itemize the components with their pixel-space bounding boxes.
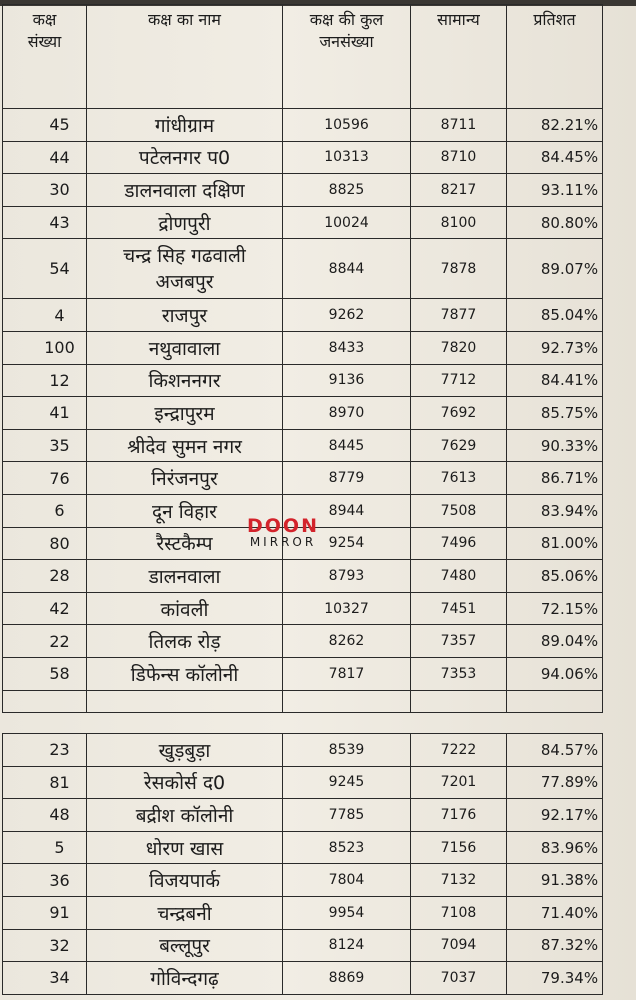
table-row: [3, 799, 603, 832]
table-row: [3, 896, 603, 929]
percentage-cell: 83.96%: [507, 831, 603, 864]
total-population-cell: 9136: [283, 364, 411, 397]
ward-name-cell: किशननगर: [87, 364, 283, 397]
table-row: [3, 206, 603, 239]
ward-name-cell: इन्द्रापुरम: [87, 397, 283, 430]
table-row: [3, 141, 603, 174]
total-population-cell: 7817: [283, 657, 411, 690]
general-count-cell: 7820: [411, 331, 507, 364]
ward-name-cell: विजयपार्क: [87, 864, 283, 897]
header-general: सामान्य: [411, 5, 507, 109]
total-population-cell: 9954: [283, 896, 411, 929]
ward-number-cell: 36: [3, 864, 87, 897]
ward-name-cell: रेसकोर्स द0: [87, 766, 283, 799]
blank-cell: [411, 690, 507, 712]
ward-name-line2: अजबपुर: [155, 270, 214, 293]
percentage-cell: 82.21%: [507, 109, 603, 142]
total-population-cell: 10313: [283, 141, 411, 174]
ward-name-cell: चन्द्रबनी: [87, 896, 283, 929]
table-row: [3, 429, 603, 462]
ward-number-cell: 23: [3, 734, 87, 767]
header-ward-number-line2: संख्या: [27, 32, 62, 51]
ward-number-cell: 42: [3, 592, 87, 625]
general-count-cell: 8100: [411, 206, 507, 239]
percentage-cell: 86.71%: [507, 462, 603, 495]
ward-name-cell: राजपुर: [87, 299, 283, 332]
blank-cell: [3, 690, 87, 712]
total-population-cell: 8869: [283, 962, 411, 995]
general-count-cell: 7156: [411, 831, 507, 864]
percentage-cell: 94.06%: [507, 657, 603, 690]
ward-name-cell: नथुवावाला: [87, 331, 283, 364]
total-population-cell: 8793: [283, 560, 411, 593]
percentage-cell: 81.00%: [507, 527, 603, 560]
percentage-cell: 84.41%: [507, 364, 603, 397]
general-count-cell: 7712: [411, 364, 507, 397]
total-population-cell: 9262: [283, 299, 411, 332]
table-row: [3, 625, 603, 658]
percentage-cell: 84.57%: [507, 734, 603, 767]
percentage-cell: 89.07%: [507, 239, 603, 299]
ward-number-cell: 48: [3, 799, 87, 832]
total-population-cell: 8523: [283, 831, 411, 864]
percentage-cell: 90.33%: [507, 429, 603, 462]
table-row: [3, 174, 603, 207]
percentage-cell: 85.04%: [507, 299, 603, 332]
ward-number-cell: 32: [3, 929, 87, 962]
table-row: [3, 299, 603, 332]
blank-cell: [87, 690, 283, 712]
ward-name-cell: श्रीदेव सुमन नगर: [87, 429, 283, 462]
ward-name-cell: पटेलनगर प0: [87, 141, 283, 174]
general-count-cell: 7613: [411, 462, 507, 495]
ward-number-cell: 30: [3, 174, 87, 207]
general-count-cell: 7176: [411, 799, 507, 832]
ward-number-cell: 12: [3, 364, 87, 397]
total-population-cell: 8262: [283, 625, 411, 658]
blank-gap-row: [3, 690, 603, 712]
total-population-cell: 8825: [283, 174, 411, 207]
table-row: [3, 734, 603, 767]
blank-cell: [283, 690, 411, 712]
total-population-cell: 10024: [283, 206, 411, 239]
table-row: [3, 592, 603, 625]
general-count-cell: 7108: [411, 896, 507, 929]
general-count-cell: 7357: [411, 625, 507, 658]
general-count-cell: 7094: [411, 929, 507, 962]
total-population-cell: 8445: [283, 429, 411, 462]
header-ward-name: कक्ष का नाम: [87, 5, 283, 109]
ward-number-cell: 58: [3, 657, 87, 690]
table-row: [3, 331, 603, 364]
general-count-cell: 8217: [411, 174, 507, 207]
blank-cell: [507, 690, 603, 712]
total-population-cell: 8779: [283, 462, 411, 495]
header-ward-number-line1: कक्ष: [32, 10, 57, 29]
general-count-cell: 7508: [411, 494, 507, 527]
total-population-cell: 10596: [283, 109, 411, 142]
general-count-cell: 7353: [411, 657, 507, 690]
table-row: [3, 766, 603, 799]
table-row: [3, 109, 603, 142]
percentage-cell: 92.17%: [507, 799, 603, 832]
ward-name-cell: निरंजनपुर: [87, 462, 283, 495]
general-count-cell: 7037: [411, 962, 507, 995]
ward-table-upper: [2, 4, 603, 713]
percentage-cell: 80.80%: [507, 206, 603, 239]
table-row: [3, 929, 603, 962]
ward-number-cell: 22: [3, 625, 87, 658]
general-count-cell: 7132: [411, 864, 507, 897]
total-population-cell: 8970: [283, 397, 411, 430]
header-ward-number: [3, 5, 87, 109]
ward-number-cell: 80: [3, 527, 87, 560]
percentage-cell: 93.11%: [507, 174, 603, 207]
total-population-cell: 9254: [283, 527, 411, 560]
header-total-population-line1: कक्ष की कुल: [309, 10, 384, 29]
header-total-population-line2: जनसंख्या: [319, 32, 374, 51]
ward-name-cell: बद्रीश कॉलोनी: [87, 799, 283, 832]
total-population-cell: 10327: [283, 592, 411, 625]
ward-number-cell: 100: [3, 331, 87, 364]
general-count-cell: 7222: [411, 734, 507, 767]
ward-number-cell: 41: [3, 397, 87, 430]
table-row: [3, 657, 603, 690]
general-count-cell: 7451: [411, 592, 507, 625]
total-population-cell: 9245: [283, 766, 411, 799]
ward-number-cell: 6: [3, 494, 87, 527]
ward-name-cell: [87, 239, 283, 299]
general-count-cell: 7629: [411, 429, 507, 462]
percentage-cell: 83.94%: [507, 494, 603, 527]
ward-name-cell: खुड़बुड़ा: [87, 734, 283, 767]
ward-name-cell: डिफेन्स कॉलोनी: [87, 657, 283, 690]
ward-number-cell: 45: [3, 109, 87, 142]
ward-number-cell: 44: [3, 141, 87, 174]
general-count-cell: 7496: [411, 527, 507, 560]
percentage-cell: 71.40%: [507, 896, 603, 929]
ward-name-cell: द्रोणपुरी: [87, 206, 283, 239]
header-total-population: [283, 5, 411, 109]
total-population-cell: 7804: [283, 864, 411, 897]
table-row: [3, 364, 603, 397]
ward-name-cell: रैस्टकैम्प: [87, 527, 283, 560]
percentage-cell: 77.89%: [507, 766, 603, 799]
table-row: [3, 239, 603, 299]
ward-number-cell: 34: [3, 962, 87, 995]
ward-name-line1: चन्द्र सिह गढवाली: [123, 244, 246, 267]
ward-name-cell: दून विहार: [87, 494, 283, 527]
ward-name-cell: डालनवाला: [87, 560, 283, 593]
table-row: [3, 462, 603, 495]
percentage-cell: 79.34%: [507, 962, 603, 995]
ward-name-cell: बल्लूपुर: [87, 929, 283, 962]
percentage-cell: 85.06%: [507, 560, 603, 593]
percentage-cell: 84.45%: [507, 141, 603, 174]
ward-number-cell: 81: [3, 766, 87, 799]
percentage-cell: 87.32%: [507, 929, 603, 962]
ward-number-cell: 4: [3, 299, 87, 332]
total-population-cell: 7785: [283, 799, 411, 832]
table-row: [3, 962, 603, 995]
ward-number-cell: 91: [3, 896, 87, 929]
percentage-cell: 85.75%: [507, 397, 603, 430]
ward-number-cell: 28: [3, 560, 87, 593]
ward-number-cell: 5: [3, 831, 87, 864]
general-count-cell: 7480: [411, 560, 507, 593]
ward-name-cell: गांधीग्राम: [87, 109, 283, 142]
general-count-cell: 7201: [411, 766, 507, 799]
general-count-cell: 8710: [411, 141, 507, 174]
watermark-bottom-text: MIRROR: [249, 535, 317, 549]
ward-name-cell: डालनवाला दक्षिण: [87, 174, 283, 207]
table-row: [3, 560, 603, 593]
ward-name-cell: गोविन्दगढ़: [87, 962, 283, 995]
general-count-cell: 7877: [411, 299, 507, 332]
watermark-top-text: DOON: [247, 515, 319, 537]
total-population-cell: 8539: [283, 734, 411, 767]
ward-number-cell: 35: [3, 429, 87, 462]
total-population-cell: 8433: [283, 331, 411, 364]
total-population-cell: 8944: [283, 494, 411, 527]
ward-name-cell: तिलक रोड़: [87, 625, 283, 658]
ward-number-cell: 54: [3, 239, 87, 299]
ward-table-lower: [2, 733, 603, 995]
table-row: [3, 864, 603, 897]
general-count-cell: 7878: [411, 239, 507, 299]
doon-mirror-watermark: [240, 515, 326, 549]
total-population-cell: 8844: [283, 239, 411, 299]
percentage-cell: 91.38%: [507, 864, 603, 897]
table-header-row: [3, 5, 603, 109]
table-row: [3, 397, 603, 430]
general-count-cell: 8711: [411, 109, 507, 142]
percentage-cell: 89.04%: [507, 625, 603, 658]
table-row: [3, 831, 603, 864]
percentage-cell: 72.15%: [507, 592, 603, 625]
ward-name-cell: कांवली: [87, 592, 283, 625]
total-population-cell: 8124: [283, 929, 411, 962]
ward-name-cell: धोरण खास: [87, 831, 283, 864]
general-count-cell: 7692: [411, 397, 507, 430]
ward-number-cell: 43: [3, 206, 87, 239]
percentage-cell: 92.73%: [507, 331, 603, 364]
header-percentage: प्रतिशत: [507, 5, 603, 109]
ward-number-cell: 76: [3, 462, 87, 495]
